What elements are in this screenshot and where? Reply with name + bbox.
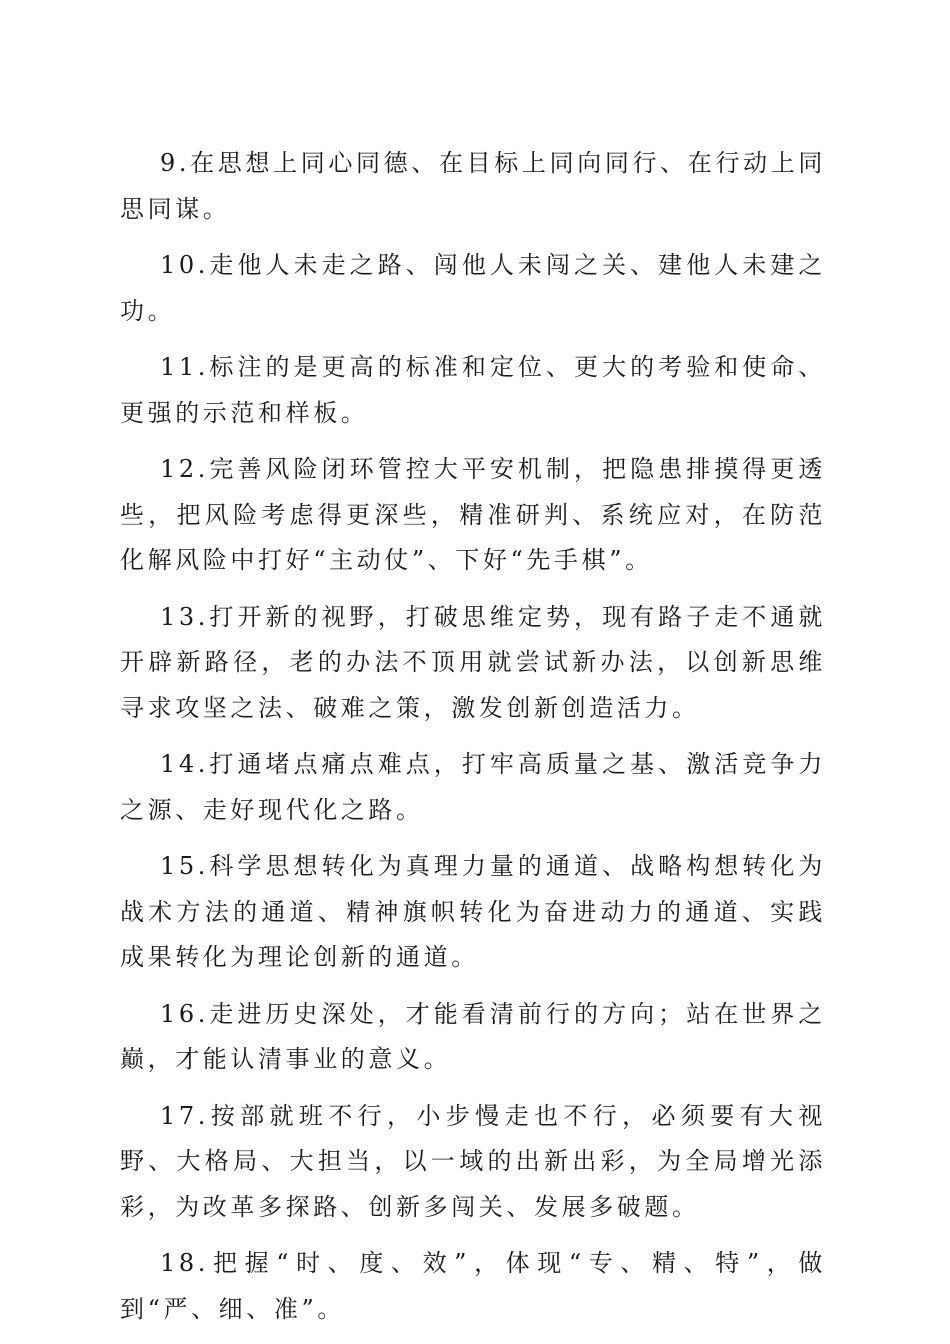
document-body: [120, 141, 826, 1343]
paragraph-15: 15.科学思想转化为真理力量的通道、战略构想转化为战术方法的通道、精神旗帜转化为奋进动力的通道、实践成果转化为理论创新的通道。: [120, 852, 826, 971]
paragraph-17: 17.按部就班不行，小步慢走也不行，必须要有大视野、大格局、大担当，以一域的出新出彩，为全局增光添彩，为改革多探路、创新多闯关、发展多破题。: [120, 1101, 826, 1221]
paragraph-13: 13.打开新的视野，打破思维定势，现有路子走不通就开辟新路径，老的办法不顶用就尝试新办法，以创新思维寻求攻坚之法、破难之策，激发创新创造活力。: [120, 602, 826, 722]
paragraph-11: 11.标注的是更高的标准和定位、更大的考验和使命、更强的示范和样板。: [120, 353, 826, 427]
paragraph-9: 9.在思想上同心同德、在目标上同向同行、在行动上同思同谋。: [120, 149, 826, 223]
paragraph-14: 14.打通堵点痛点难点，打牢高质量之基、激活竞争力之源、走好现代化之路。: [120, 750, 826, 824]
paragraph-12: 12.完善风险闭环管控大平安机制，把隐患排摸得更透些，把风险考虑得更深些，精准研判、系统应对，在防范化解风险中打好“主动仗”、下好“先手棋”。: [120, 455, 826, 574]
paragraph-18: 18.把握“时、度、效”，体现“专、精、特”，做到“严、细、准”。: [120, 1249, 826, 1323]
paragraph-16: 16.走进历史深处，才能看清前行的方向；站在世界之巅，才能认清事业的意义。: [120, 999, 826, 1073]
paragraph-10: 10.走他人未走之路、闯他人未闯之关、建他人未建之功。: [120, 251, 826, 325]
